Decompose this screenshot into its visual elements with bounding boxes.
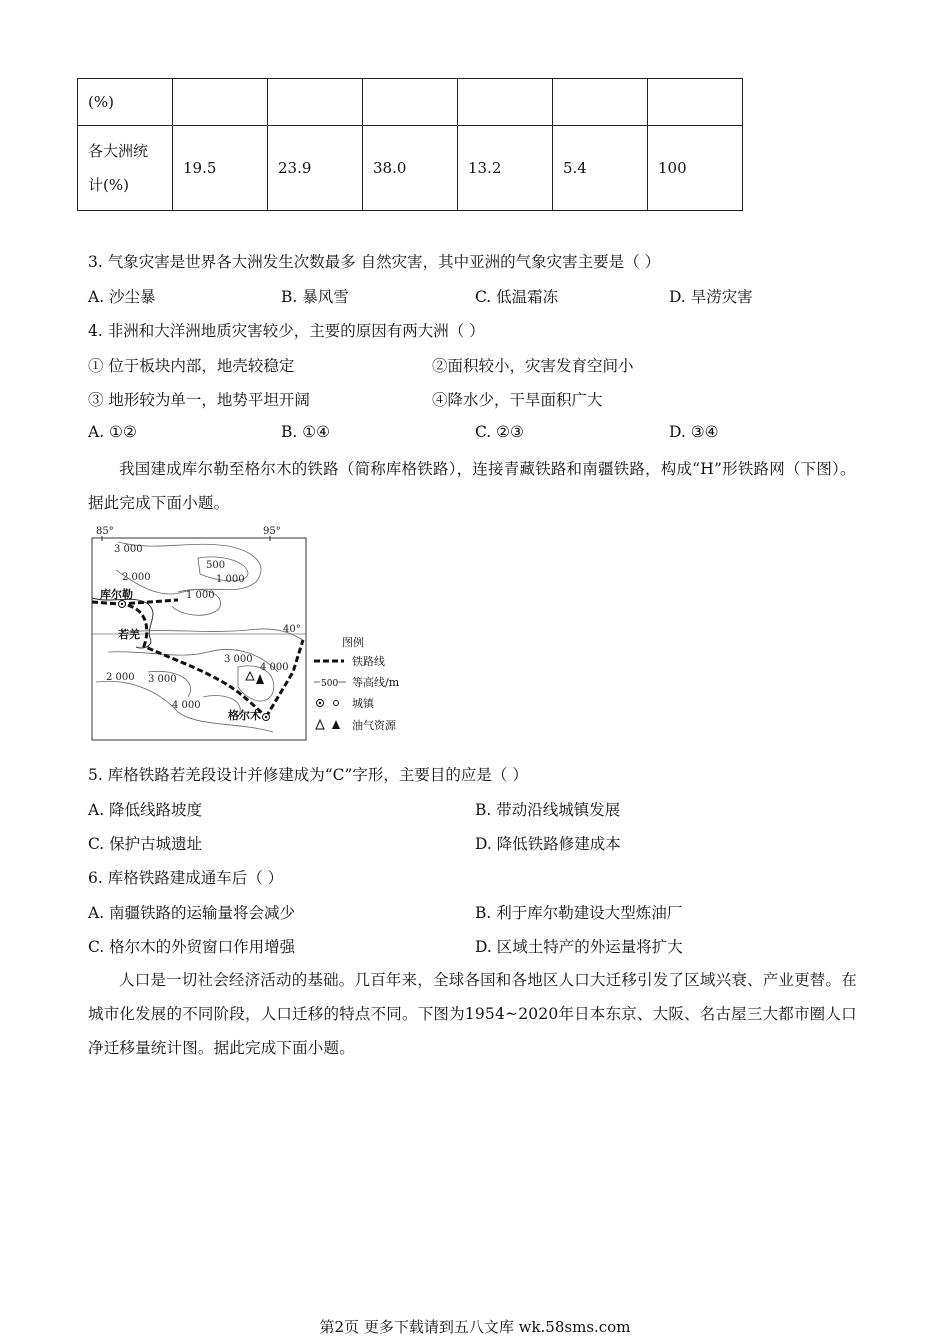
city-golmud-label: 格尔木 (228, 709, 261, 722)
table-cell: 19.5 (173, 126, 268, 211)
city-ruoqiang-label: 若羌 (118, 628, 140, 641)
city-korla-label: 库尔勒 (100, 588, 133, 601)
table-cell: 13.2 (458, 126, 553, 211)
page-footer: 第2页 更多下载请到五八文库 wk.58sms.com (319, 1318, 631, 1336)
q3-option-d: D. 旱涝灾害 (669, 288, 753, 306)
q4-option-a: A. ①② (88, 423, 137, 441)
legend-town: 城镇 (352, 697, 374, 710)
question-6-stem: 6. 库格铁路建成通车后（ ） (88, 869, 284, 887)
longitude-85-label: 85° (96, 526, 114, 537)
q4-option-b: B. ①④ (281, 423, 331, 441)
qinghai-tibet-railway (266, 640, 303, 717)
contour-label: 1 000 (186, 590, 215, 601)
table-cell: 23.9 (268, 126, 363, 211)
legend-contour-number: 500 (321, 679, 339, 689)
question-4-stem: 4. 非洲和大洋洲地质灾害较少，主要的原因有两大洲（ ） (88, 322, 485, 340)
q4-option-c: C. ②③ (475, 423, 524, 441)
table-row (78, 126, 743, 211)
q6-option-d: D. 区域土特产的外运量将扩大 (475, 938, 683, 956)
legend-title: 图例 (342, 636, 364, 649)
passage-population: 人口是一切社会经济活动的基础。几百年来，全球各国和各地区人口大迁移引发了区域兴衰、产业更替。在城市化发展的不同阶段，人口迁移的特点不同。下图为1954~2020年日本东京、大阪、名古屋三大都市圈人口净迁移量统计图。据此完成下面小题。 (88, 971, 857, 1057)
q5-option-c: C. 保护古城遗址 (88, 835, 203, 853)
latitude-40-label: 40° (283, 624, 301, 635)
table-cell (173, 79, 268, 126)
contour-label: 3 000 (148, 674, 177, 685)
q3-option-b: B. 暴风雪 (281, 288, 349, 306)
q4-statement-2: ②面积较小，灾害发育空间小 (432, 357, 634, 375)
q3-option-c: C. 低温霜冻 (475, 288, 559, 306)
q5-option-a: A. 降低线路坡度 (88, 801, 203, 819)
contour-label: 4 000 (172, 700, 201, 711)
q5-option-d: D. 降低铁路修建成本 (475, 835, 621, 853)
question-5-stem: 5. 库格铁路若羌段设计并修建成为“C”字形，主要目的应是（ ） (88, 766, 528, 784)
longitude-95-label: 95° (263, 526, 281, 537)
table-cell (268, 79, 363, 126)
q5-option-b: B. 带动沿线城镇发展 (475, 801, 621, 819)
table-cell (363, 79, 458, 126)
map-legend (314, 635, 400, 732)
legend-oil: 油气资源 (352, 719, 396, 732)
contour-label: 4 000 (260, 662, 289, 673)
table-cell (648, 79, 743, 126)
table-cell: 5.4 (553, 126, 648, 211)
q6-option-a: A. 南疆铁路的运输量将会减少 (88, 904, 296, 922)
table-cell: (%) (78, 79, 173, 126)
table-cell (458, 79, 553, 126)
q6-option-b: B. 利于库尔勒建设大型炼油厂 (475, 904, 683, 922)
table-row (78, 79, 743, 126)
disaster-statistics-table (77, 78, 743, 211)
q4-option-d: D. ③④ (669, 423, 719, 441)
q4-statement-4: ④降水少，干旱面积广大 (432, 391, 603, 409)
passage-railway: 我国建成库尔勒至格尔木的铁路（简称库格铁路），连接青藏铁路和南疆铁路，构成“H”形铁路网（下图）。据此完成下面小题。 (88, 460, 856, 512)
table-cell: 各大洲统 计(%) (78, 126, 173, 211)
q4-statement-3: ③ 地形较为单一，地势平坦开阔 (88, 391, 310, 409)
table-cell: 38.0 (363, 126, 458, 211)
contour-label: 3 000 (114, 544, 143, 555)
table-cell (553, 79, 648, 126)
legend-railway: 铁路线 (352, 655, 385, 668)
table-cell: 100 (648, 126, 743, 211)
contour-label: 500 (206, 560, 226, 571)
railway-contour-map (88, 522, 418, 744)
contour-label: 3 000 (224, 654, 253, 665)
contour-label: 2 000 (106, 672, 135, 683)
q4-statement-1: ① 位于板块内部，地壳较稳定 (88, 357, 295, 375)
q6-option-c: C. 格尔木的外贸窗口作用增强 (88, 938, 296, 956)
contour-label: 1 000 (216, 574, 245, 585)
legend-contour: 等高线/m (352, 676, 400, 689)
q3-option-a: A. 沙尘暴 (88, 288, 156, 306)
question-3-stem: 3. 气象灾害是世界各大洲发生次数最多 自然灾害，其中亚洲的气象灾害主要是（ ） (88, 253, 661, 271)
contour-label: 2 000 (122, 572, 151, 583)
